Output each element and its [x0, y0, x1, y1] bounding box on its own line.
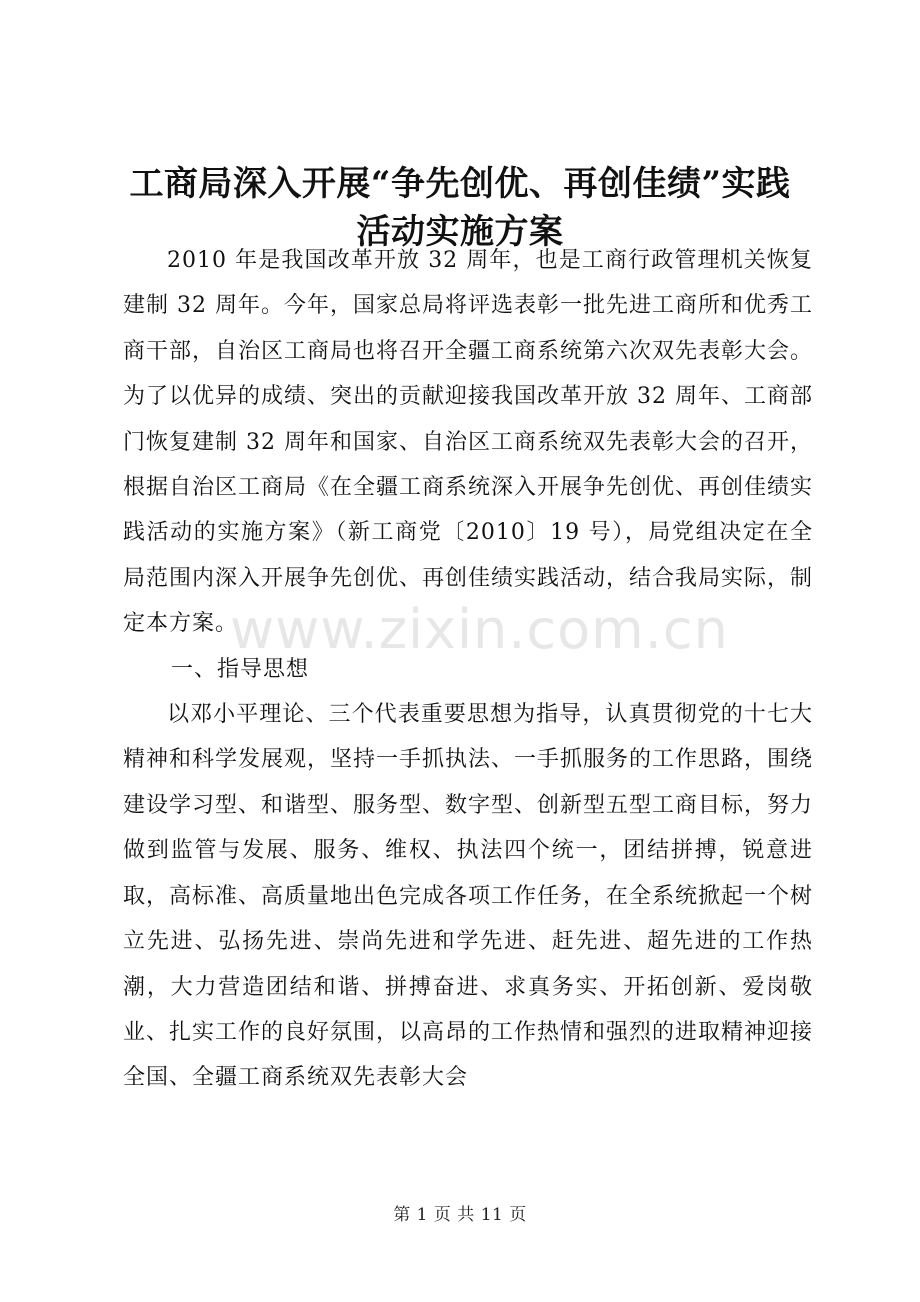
section-heading-guiding-ideology: 一、指导思想 [171, 656, 310, 682]
intro-paragraph: 2010 年是我国改革开放 32 周年，也是工商行政管理机关恢复建制 32 周年。今年，国家总局将评选表彰一批先进工商所和优秀工商干部，自治区工商局也将召开全疆工商系统第六次双先表彰大会。为了以优异的成绩、突出的贡献迎接我国改革开放 32 周年、工商部门恢复建制 32 周年和国家、自治区工商系统双先表彰大会的召开，根据自治区工商局《在全疆工商系统深入开展争先创优、再创佳绩实践活动的实施方案》（新工商党〔2010〕19 号），局党组决定在全局范围内深入开展争先创优、再创佳绩实践活动，结合我局实际，制定本方案。 [123, 248, 814, 637]
title-line-2: 活动实施方案 [356, 212, 564, 252]
guiding-ideology-paragraph: 以邓小平理论、三个代表重要思想为指导，认真贯彻党的十七大精神和科学发展观，坚持一手抓执法、一手抓服务的工作思路，围绕建设学习型、和谐型、服务型、数字型、创新型五型工商目标，努力做到监管与发展、服务、维权、执法四个统一，团结拼搏，锐意进取，高标准、高质量地出色完成各项工作任务，在全系统掀起一个树立先进、弘扬先进、崇尚先进和学先进、赶先进、超先进的工作热潮，大力营造团结和谐、拼搏奋进、求真务实、开拓创新、爱岗敬业、扎实工作的良好氛围，以高昂的工作热情和强烈的进取精神迎接全国、全疆工商系统双先表彰大会 [123, 702, 814, 1091]
title-line-1: 工商局深入开展“争先创优、再创佳绩”实践 [129, 164, 791, 204]
page-footer: 第 1 页 共 11 页 [393, 1205, 527, 1225]
document-body [123, 238, 813, 1101]
watermark: www.zixin.com.cn [230, 598, 729, 661]
